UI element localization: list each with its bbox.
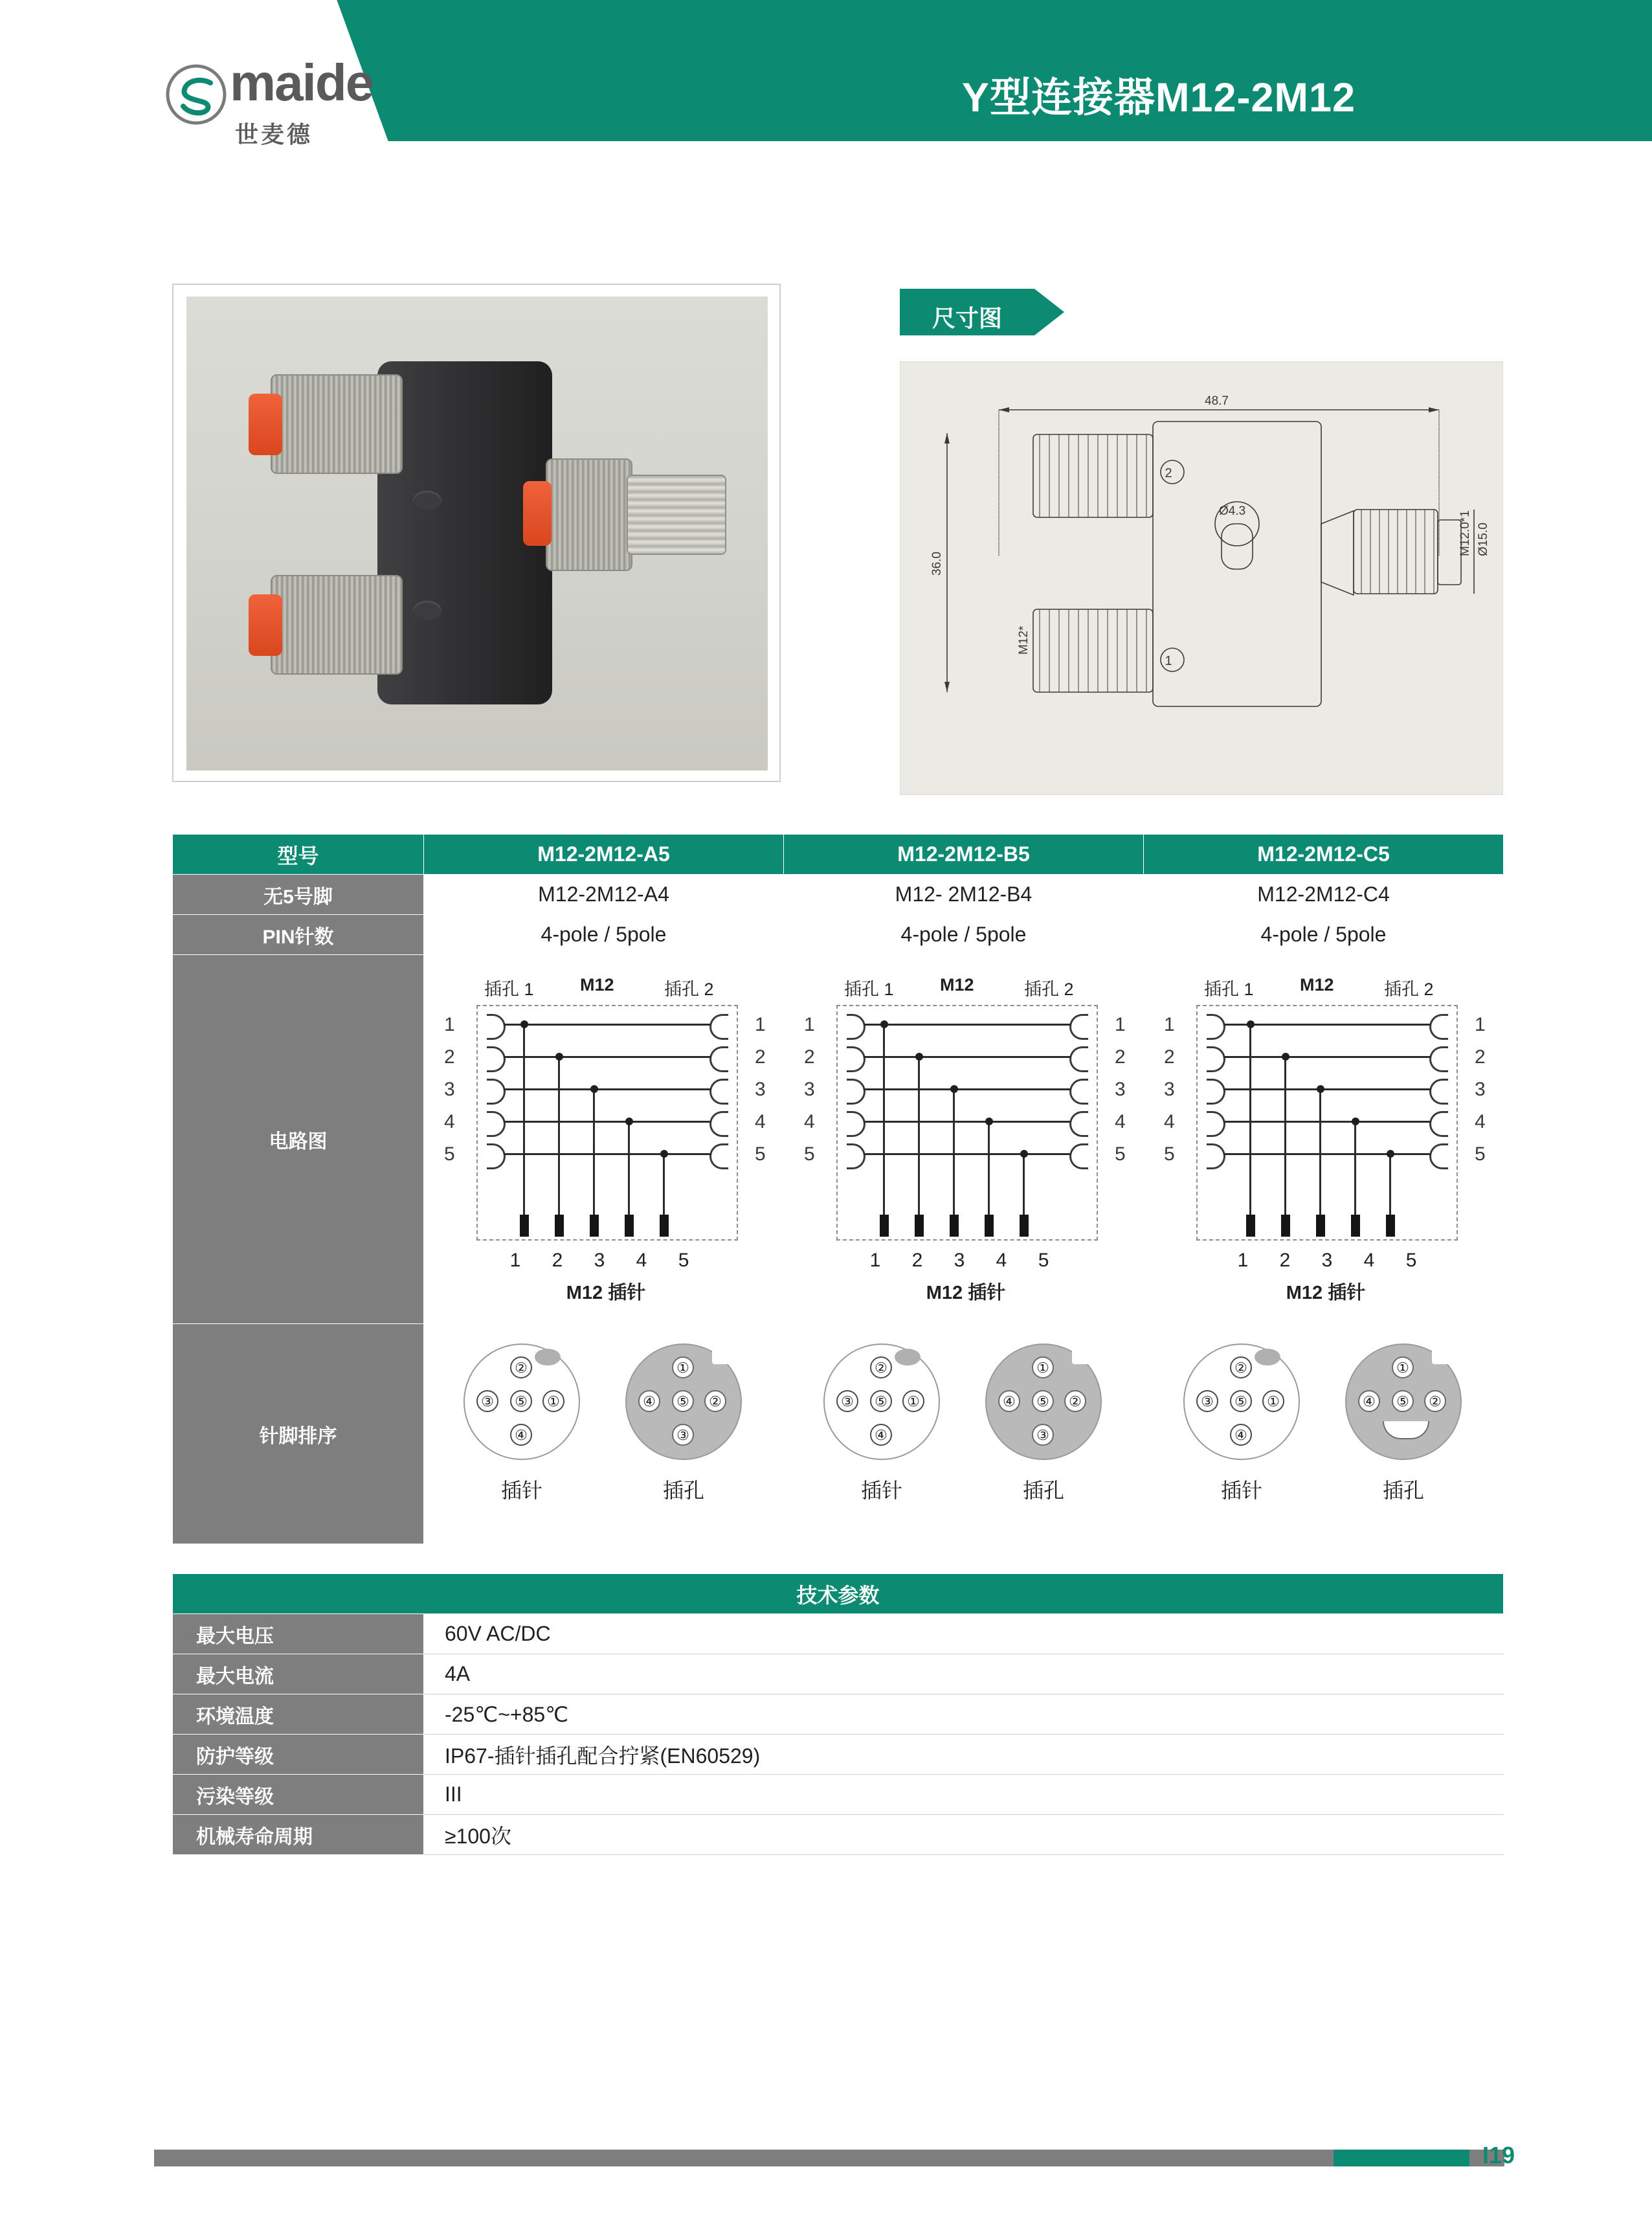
- page-title: Y型连接器M12-2M12: [961, 75, 1356, 120]
- dimension-tag-arrow: [1034, 289, 1064, 335]
- circuit-a-center-label: M12: [580, 974, 614, 995]
- row-label-pin-count: PIN针数: [173, 915, 424, 955]
- pin-a-female-2: ②: [704, 1390, 726, 1412]
- pin-a-male-4: ④: [510, 1424, 532, 1446]
- table-row: [173, 1614, 1504, 1654]
- socket-cap-upper: [249, 394, 282, 455]
- pin-count-b: 4-pole / 5pole: [784, 915, 1144, 955]
- pin-layout-b5: [784, 1324, 1144, 1544]
- table-row: [173, 1815, 1504, 1855]
- socket-cap-lower: [249, 594, 282, 656]
- pin-b-female-1: ①: [1032, 1356, 1054, 1378]
- circuit-c-bottom-label: M12 插针: [1286, 1282, 1366, 1303]
- plug-thread: [627, 475, 726, 555]
- pin-face-male-c: [1183, 1343, 1300, 1460]
- table-row-no-pin5: [173, 875, 1504, 915]
- footer-bar-accent: [1334, 2150, 1469, 2166]
- logo-wordmark: maide: [230, 54, 374, 111]
- pin-a-male-5: ⑤: [510, 1390, 532, 1412]
- model-c4: M12-2M12-C4: [1144, 875, 1504, 915]
- pin-a-male-2: ②: [510, 1356, 532, 1378]
- pin-b-male-3: ③: [836, 1390, 858, 1412]
- tech-table-wrap: [172, 1573, 1503, 1855]
- table-row-pin-count: [173, 915, 1504, 955]
- circuit-a-socket2-label: 插孔 2: [664, 979, 714, 999]
- row-label-no-pin5: 无5号脚: [173, 875, 424, 915]
- dim-port-1: 1: [1165, 654, 1172, 668]
- pin-face-female-c: [1345, 1343, 1462, 1460]
- tech-label-protection: 防护等级: [173, 1735, 424, 1775]
- circuit-b-socket1-label: 插孔 1: [844, 979, 894, 999]
- pin-b-male-caption: 插针: [860, 1478, 902, 1502]
- tech-value-voltage: 60V AC/DC: [424, 1614, 1504, 1654]
- page-number: I19: [1482, 2142, 1515, 2168]
- footer-bar: [154, 2150, 1504, 2166]
- pin-face-male-a: [463, 1343, 580, 1460]
- pin-a-female-caption: 插孔: [662, 1478, 704, 1502]
- circuit-b-socket2-label: 插孔 2: [1024, 979, 1074, 999]
- pin-b-male-2: ②: [870, 1356, 892, 1378]
- tech-table: [172, 1573, 1504, 1855]
- dim-overall-height: 36.0: [930, 552, 944, 576]
- pin-b-female-caption: 插孔: [1022, 1478, 1064, 1502]
- pin-c-female-5: ⑤: [1392, 1390, 1414, 1412]
- table-row-model: [173, 835, 1504, 875]
- circuit-diagram-a5: 插孔 1 M12 插孔 2 1 2 3 4 5 1 2 3 4 5 1 2 3 4 5 M12 插针: [424, 955, 784, 1324]
- pin-c-female-2: ②: [1424, 1390, 1446, 1412]
- tech-label-life: 机械寿命周期: [173, 1815, 424, 1855]
- model-b5: M12-2M12-B5: [784, 835, 1144, 875]
- pin-face-female-a: [625, 1343, 742, 1460]
- table-row: [173, 1775, 1504, 1815]
- dim-thread-right: M12.0*1: [1458, 510, 1472, 556]
- tech-value-protection: IP67-插针插孔配合拧紧(EN60529): [424, 1735, 1504, 1775]
- row-label-model: 型号: [173, 835, 424, 875]
- pin-layout-a5: [424, 1324, 784, 1544]
- body-marker-1: [413, 491, 441, 510]
- pin-a-female-3: ③: [672, 1424, 694, 1446]
- pin-a-male-3: ③: [476, 1390, 498, 1412]
- circuit-a-socket1-label: 插孔 1: [484, 979, 534, 999]
- dimension-drawing-svg: [900, 362, 1502, 794]
- socket-nut-upper: [271, 374, 403, 474]
- circuit-c-bottom-numbers: 1 2 3 4 5: [1237, 1249, 1430, 1271]
- dimension-tag-label: 尺寸图: [932, 305, 1002, 332]
- pin-b-female-5: ⑤: [1032, 1390, 1054, 1412]
- dim-port-2: 2: [1165, 466, 1172, 480]
- pin-b-female-4: ④: [998, 1390, 1020, 1412]
- circuit-a-bottom-numbers: 1 2 3 4 5: [509, 1249, 702, 1271]
- pin-c-male-4: ④: [1230, 1424, 1252, 1446]
- pin-count-c: 4-pole / 5pole: [1144, 915, 1504, 955]
- table-row: [173, 1654, 1504, 1694]
- circuit-b-bottom-numbers: 1 2 3 4 5: [869, 1249, 1062, 1271]
- pin-c-male-caption: 插针: [1220, 1478, 1262, 1502]
- table-row-pin-order: [173, 1324, 1504, 1544]
- tech-header: 技术参数: [173, 1574, 1504, 1614]
- circuit-c-socket2-label: 插孔 2: [1384, 979, 1434, 999]
- dim-diameter: Ø15.0: [1477, 523, 1490, 556]
- row-label-circuit: 电路图: [173, 955, 424, 1324]
- tech-value-current: 4A: [424, 1654, 1504, 1694]
- pin-c-male-2: ②: [1230, 1356, 1252, 1378]
- spec-table-wrap: [172, 834, 1503, 1544]
- pin-c-male-5: ⑤: [1230, 1390, 1252, 1412]
- page-header: [0, 0, 1652, 176]
- circuit-diagram-c5: 插孔 1 M12 插孔 2 1 2 3 4 5 1 2 3 4 5 1 2 3 4 5 M12 插针: [1144, 955, 1504, 1324]
- pin-face-female-b: [985, 1343, 1102, 1460]
- circuit-diagram-b5: 插孔 1 M12 插孔 2 1 2 3 4 5 1 2 3 4 5 1 2 3 4 5 M12 插针: [784, 955, 1144, 1324]
- circuit-a-bottom-label: M12 插针: [566, 1282, 646, 1303]
- pin-a-male-caption: 插针: [500, 1478, 542, 1502]
- pin-c-female-arc: [1383, 1421, 1429, 1439]
- plug-nut: [546, 458, 632, 571]
- tech-value-temperature: -25℃~+85℃: [424, 1694, 1504, 1735]
- product-photo: [186, 297, 768, 770]
- pin-a-male-1: ①: [542, 1390, 564, 1412]
- pin-a-female-1: ①: [672, 1356, 694, 1378]
- tech-label-voltage: 最大电压: [173, 1614, 424, 1654]
- dimension-drawing: [900, 361, 1503, 795]
- logo-subtitle: 世麦德: [235, 121, 313, 148]
- pin-c-female-caption: 插孔: [1382, 1478, 1424, 1502]
- pin-face-male-b: [823, 1343, 940, 1460]
- pin-b-male-5: ⑤: [870, 1390, 892, 1412]
- tech-value-pollution: III: [424, 1775, 1504, 1815]
- dim-thread-left: M12*: [1017, 625, 1031, 655]
- tech-header-row: [173, 1574, 1504, 1614]
- circuit-b-center-label: M12: [940, 974, 974, 995]
- table-row: [173, 1694, 1504, 1735]
- pin-b-female-2: ②: [1064, 1390, 1086, 1412]
- brand-logo: [165, 52, 418, 149]
- tech-label-temperature: 环境温度: [173, 1694, 424, 1735]
- pin-c-male-1: ①: [1262, 1390, 1284, 1412]
- pin-c-female-4: ④: [1358, 1390, 1380, 1412]
- body-marker-2: [413, 601, 441, 620]
- pin-count-a: 4-pole / 5pole: [424, 915, 784, 955]
- table-row-circuit: [173, 955, 1504, 1324]
- pin-a-female-5: ⑤: [672, 1390, 694, 1412]
- pin-b-male-1: ①: [902, 1390, 924, 1412]
- pin-layout-c5: [1144, 1324, 1504, 1544]
- model-b4: M12- 2M12-B4: [784, 875, 1144, 915]
- circuit-c-socket1-label: 插孔 1: [1204, 979, 1254, 999]
- plug-seal: [523, 481, 552, 546]
- dim-hole: Ø4.3: [1219, 504, 1246, 518]
- pin-a-female-4: ④: [638, 1390, 660, 1412]
- tech-label-pollution: 污染等级: [173, 1775, 424, 1815]
- socket-nut-lower: [271, 575, 403, 675]
- model-c5: M12-2M12-C5: [1144, 835, 1504, 875]
- spec-table: [172, 834, 1504, 1544]
- pin-b-female-3: ③: [1032, 1424, 1054, 1446]
- pin-c-female-1: ①: [1392, 1356, 1414, 1378]
- model-a5: M12-2M12-A5: [424, 835, 784, 875]
- circuit-b-bottom-label: M12 插针: [926, 1282, 1006, 1303]
- tech-label-current: 最大电流: [173, 1654, 424, 1694]
- table-row: [173, 1735, 1504, 1775]
- dim-overall-length: 48.7: [1205, 394, 1229, 408]
- model-a4: M12-2M12-A4: [424, 875, 784, 915]
- row-label-pin-order: 针脚排序: [173, 1324, 424, 1544]
- pin-b-male-4: ④: [870, 1424, 892, 1446]
- product-photo-frame: [172, 284, 781, 782]
- logo-swirl-icon: [165, 63, 227, 126]
- circuit-c-center-label: M12: [1300, 974, 1334, 995]
- pin-c-male-3: ③: [1196, 1390, 1218, 1412]
- tech-value-life: ≥100次: [424, 1815, 1504, 1855]
